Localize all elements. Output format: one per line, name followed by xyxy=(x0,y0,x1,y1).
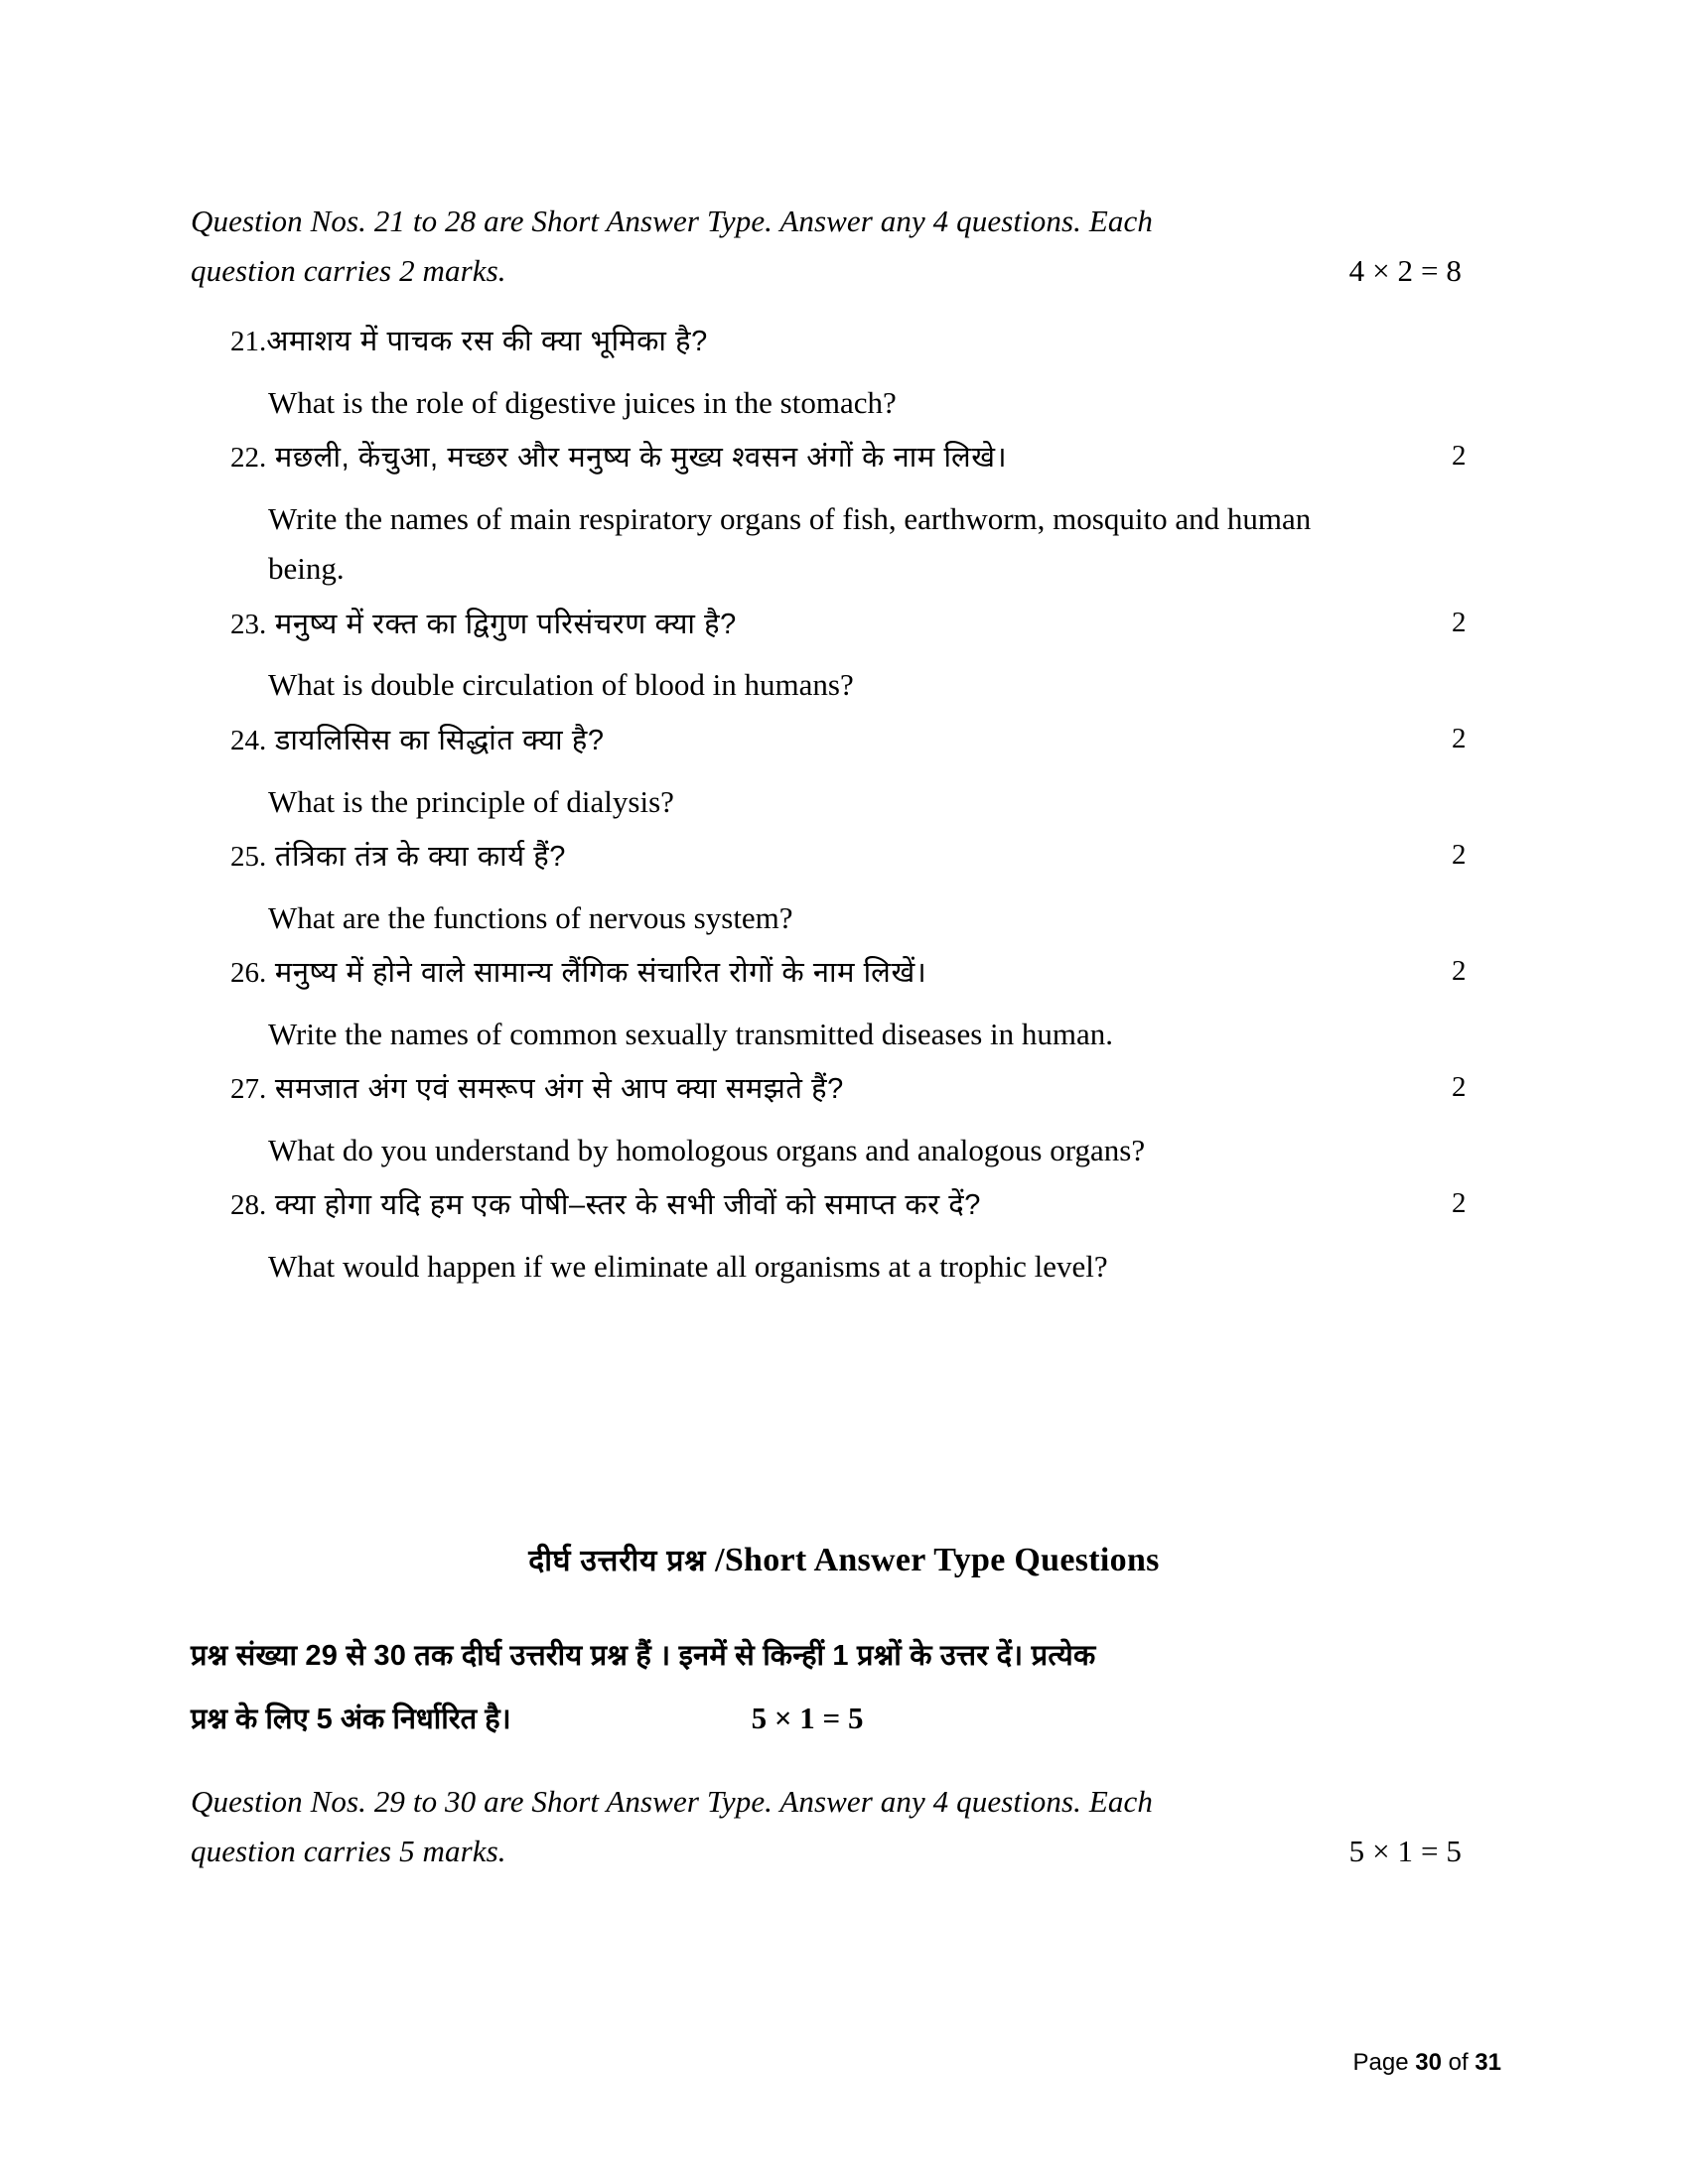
question-hindi-text: अमाशय में पाचक रस की क्या भूमिका है? xyxy=(266,326,708,357)
question-content xyxy=(230,1183,1108,1297)
question-english-text: What is the role of digestive juices in the stomach? xyxy=(268,384,897,420)
question-english-text: What would happen if we eliminate all organisms at a trophic level? xyxy=(268,1249,1108,1285)
question-number: 23. xyxy=(230,608,267,640)
question-hindi-line xyxy=(230,436,1360,480)
question-hindi-line xyxy=(230,1183,1108,1228)
question-item xyxy=(230,436,1511,600)
page-footer xyxy=(1353,2049,1502,2077)
page-footer-prefix: Page xyxy=(1352,2049,1409,2076)
question-content xyxy=(230,603,854,717)
question-item xyxy=(230,719,1511,833)
question-number: 22. xyxy=(230,442,267,475)
top-instruction-line-2: question carries 2 marks. xyxy=(191,253,506,289)
question-row xyxy=(230,1183,1511,1297)
question-row xyxy=(230,603,1511,717)
question-item xyxy=(230,1067,1511,1181)
question-marks xyxy=(1452,320,1511,324)
bottom-instruction-english-marks: 5 × 1 = 5 xyxy=(1348,1834,1462,1869)
question-hindi-line xyxy=(230,603,854,647)
question-content xyxy=(230,951,1113,1065)
question-english-text: Write the names of common sexually transmitted diseases in human. xyxy=(268,1016,1114,1051)
question-hindi-text: मनुष्य में रक्त का द्विगुण परिसंचरण क्या है? xyxy=(274,608,737,640)
bottom-instruction-hindi-line-2-row xyxy=(191,1694,1491,1743)
question-item xyxy=(230,1183,1511,1297)
section-heading-english: Short Answer Type Questions xyxy=(724,1542,1160,1578)
question-marks: 2 xyxy=(1452,955,1467,987)
top-instruction-marks: 4 × 2 = 8 xyxy=(1348,253,1462,289)
question-hindi-text: डायलिसिस का सिद्धांत क्या है? xyxy=(274,724,605,756)
question-hindi-line xyxy=(230,835,793,880)
question-number: 25. xyxy=(230,840,267,873)
page-footer-middle: of xyxy=(1448,2049,1469,2076)
bottom-instruction-english-line-2: question carries 5 marks. xyxy=(191,1834,506,1869)
question-marks: 2 xyxy=(1452,440,1467,473)
bottom-instruction-english-line-1: Question Nos. 29 to 30 are Short Answer Type. Answer any 4 questions. Each xyxy=(191,1784,1153,1819)
question-row xyxy=(230,1067,1511,1181)
question-hindi-line xyxy=(230,951,1113,996)
question-hindi-text: मछली, केंचुआ, मच्छर और मनुष्य के मुख्य श्वसन अंगों के नाम लिखे। xyxy=(274,442,1008,475)
section-heading-separator: / xyxy=(706,1542,725,1578)
question-hindi-text: क्या होगा यदि हम एक पोषी–स्तर के सभी जीवों को समाप्त कर दें? xyxy=(274,1189,982,1222)
question-hindi-line xyxy=(230,320,897,364)
question-row xyxy=(230,719,1511,833)
question-item xyxy=(230,835,1511,949)
question-hindi-text: समजात अंग एवं समरूप अंग से आप क्या समझते हैं? xyxy=(274,1073,844,1106)
bottom-instruction-hindi-marks: 5 × 1 = 5 xyxy=(751,1700,864,1735)
top-instruction-block xyxy=(191,197,1481,296)
top-instruction-line-2-row xyxy=(191,246,1472,296)
question-content xyxy=(230,436,1360,600)
question-number: 26. xyxy=(230,957,267,989)
bottom-instruction-hindi-line-2: प्रश्न के लिए 5 अंक निर्धारित है। xyxy=(191,1703,511,1735)
question-number: 28. xyxy=(230,1189,267,1222)
question-english-text: What is double circulation of blood in humans? xyxy=(268,667,854,703)
question-marks: 2 xyxy=(1452,606,1467,638)
bottom-instruction-english-block xyxy=(191,1777,1481,1876)
question-item xyxy=(230,320,1511,434)
question-list xyxy=(230,320,1511,1299)
page-footer-total: 31 xyxy=(1475,2049,1501,2076)
question-content xyxy=(230,835,793,949)
bottom-instruction-hindi-block xyxy=(191,1633,1491,1743)
question-hindi-text: मनुष्य में होने वाले सामान्य लैंगिक संचारित रोगों के नाम लिखें। xyxy=(274,957,927,989)
question-english-text: Write the names of main respiratory organs of fish, earthworm, mosquito and human being. xyxy=(268,501,1312,587)
question-row xyxy=(230,320,1511,434)
section-heading-hindi: दीर्घ उत्तरीय प्रश्न xyxy=(528,1545,707,1577)
question-marks: 2 xyxy=(1452,722,1467,754)
question-content xyxy=(230,320,897,434)
question-english-text: What do you understand by homologous organs and analogous organs? xyxy=(268,1133,1146,1168)
section-heading xyxy=(0,1539,1688,1579)
question-number: 24. xyxy=(230,724,267,756)
question-row xyxy=(230,835,1511,949)
question-hindi-line xyxy=(230,1067,1145,1112)
question-content xyxy=(230,1067,1145,1181)
question-number: 27. xyxy=(230,1073,267,1106)
question-english-text: What are the functions of nervous system? xyxy=(268,899,793,935)
question-number: 21. xyxy=(230,326,267,357)
question-hindi-text: तंत्रिका तंत्र के क्या कार्य हैं? xyxy=(274,840,567,873)
bottom-instruction-english-line-2-row xyxy=(191,1827,1472,1876)
question-marks: 2 xyxy=(1452,838,1467,871)
top-instruction-line-1: Question Nos. 21 to 28 are Short Answer Type. Answer any 4 questions. Each xyxy=(191,204,1153,238)
question-content xyxy=(230,719,674,833)
question-row xyxy=(230,436,1511,600)
question-english-text: What is the principle of dialysis? xyxy=(268,783,674,819)
question-marks: 2 xyxy=(1452,1071,1467,1104)
question-marks: 2 xyxy=(1452,1187,1467,1220)
bottom-instruction-hindi-line-1: प्रश्न संख्या 29 से 30 तक दीर्घ उत्तरीय प्रश्न हैं । इनमें से किन्हीं 1 प्रश्नों के उत्तर दें। प्रत्येक xyxy=(191,1640,1096,1672)
page-footer-current: 30 xyxy=(1415,2049,1442,2076)
question-row xyxy=(230,951,1511,1065)
question-item xyxy=(230,603,1511,717)
question-hindi-line xyxy=(230,719,674,763)
question-item xyxy=(230,951,1511,1065)
